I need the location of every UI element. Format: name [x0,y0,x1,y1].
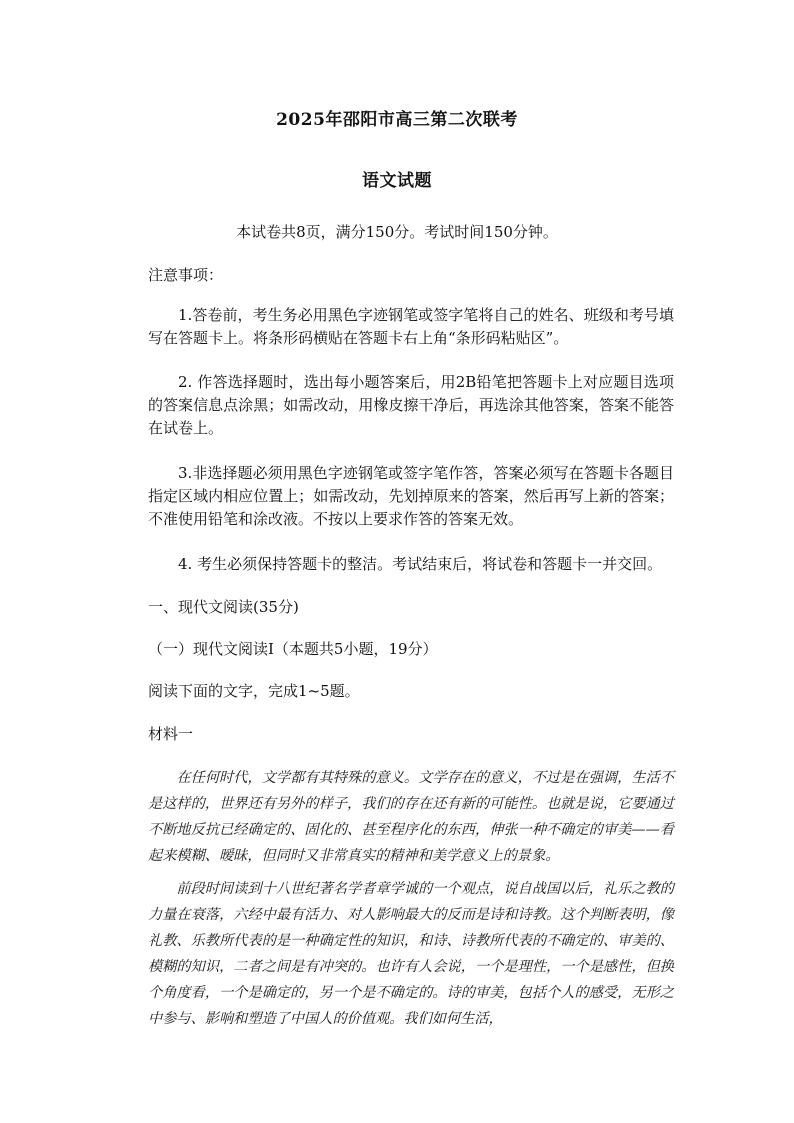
notice-item-2: 2. 作答选择题时，选出每小题答案后，用2B铅笔把答题卡上对应题目选项的答案信息点涂黑；如需改动，用橡皮擦干净后，再选涂其他答案，答案不能答在试卷上。 [148,373,674,437]
section-subheading: （一）现代文阅读Ⅰ（本题共5小题，19分） [148,640,438,658]
notice-heading: 注意事项： [148,266,224,284]
reading-paragraph-2: 前段时间读到十八世纪著名学者章学诚的一个观点，说自战国以后，礼乐之教的力量在衰落，六经中最有活力、对人影响最大的反而是诗和诗教。这个判断表明，像礼教、乐教所代表的是一种确定性的知识，和诗、诗教所代表的不确定的、审美的、模糊的知识，二者之间是有冲突的。也许有人会说，一个是理性，一个是感性，但换个角度看，一个是确定的，另一个是不确定的。诗的审美，包括个人的感受，无形之中参与、影响和塑造了中国人的价值观。我们如何生活， [148,881,674,1027]
material-label: 材料一 [148,725,194,743]
exam-subtitle: 语文试题 [362,171,432,191]
notice-item-4: 4. 考生必须保持答题卡的整洁。考试结束后，将试卷和答题卡一并交回。 [178,555,663,573]
exam-intro: 本试卷共8页，满分150分。考试时间150分钟。 [236,223,558,241]
exam-title: 2025年邵阳市高三第二次联考 [276,110,518,130]
notice-item-3: 3.非选择题必须用黑色字迹钢笔或签字笔作答，答案必须写在答题卡各题目指定区域内相应位置上；如需改动，先划掉原来的答案，然后再写上新的答案；不准使用铅笔和涂改液。不按以上要求作答的答案无效。 [148,464,674,528]
section-heading: 一、现代文阅读(35分) [148,598,299,616]
reading-paragraph-1: 在任何时代，文学都有其特殊的意义。文学存在的意义，不过是在强调，生活不是这样的，世界还有另外的样子，我们的存在还有新的可能性。也就是说，它要通过不断地反抗已经确定的、固化的、甚至程序化的东西，伸张一种不确定的审美——看起来模糊、暧昧，但同时又非常真实的精神和美学意义上的景象。 [148,770,674,864]
section-instruction: 阅读下面的文字，完成1~5题。 [148,682,360,700]
notice-item-1: 1.答卷前，考生务必用黑色字迹钢笔或签字笔将自己的姓名、班级和考号填写在答题卡上。将条形码横贴在答题卡右上角“条形码粘贴区”。 [148,306,674,347]
